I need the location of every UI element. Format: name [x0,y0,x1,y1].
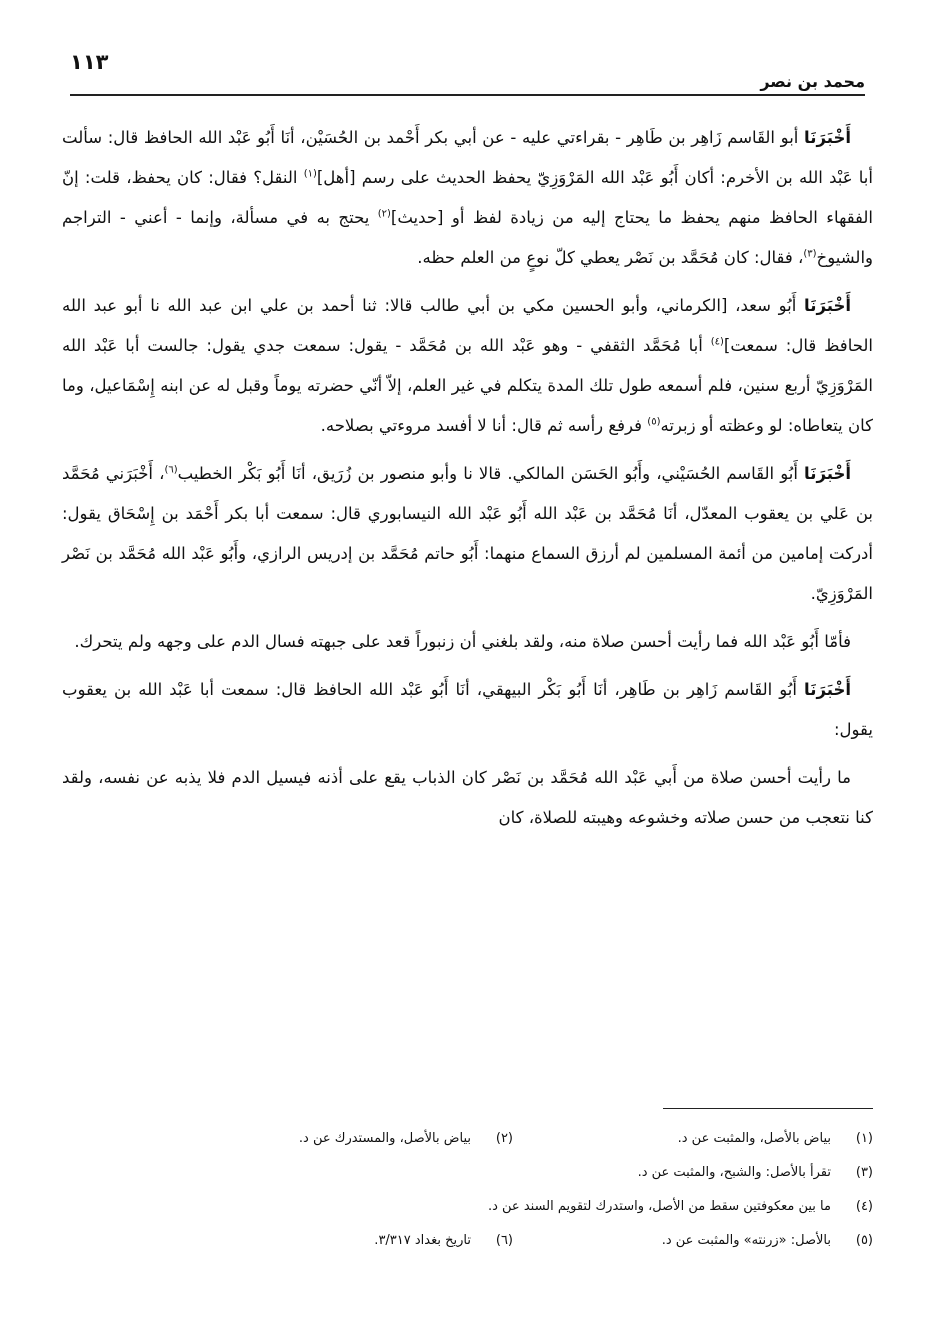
paragraph-text: النقل؟ فقال: كان يحفظ، قلت: إنّ الفقهاء الحافظ منهم يحفظ ما يحتاج إليه من زيادة لفظ أو [حديث] [62,168,873,227]
paragraph-text: ما رأيت أحسن صلاة من أَبي عَبْد الله مُحَمَّد بن نَصْر كان الذباب يقع على أذنه فيسيل الدم فلا يذبه عن نفسه، ولقد كنا نتعجب من حسن صلاته وخشوعه وهيبته للصلاة، كان [62,768,873,827]
footnote [513,1122,873,1156]
footnote-text: بياض بالأصل، والمثبت عن د. [677,1131,831,1146]
footnote-row [62,1156,873,1190]
paragraph-text: أبو القَاسم زَاهِر بن طَاهِر - بقراءتي عليه - عن أبي بكر أَحْمد بن الحُسَيْن، أنَا أَبُو عَبْد الله الحافظ قال: سألت أبا عَبْد الله بن الأخرم: أكان أَبُو عَبْد الله المَرْوَزِيّ يحفظ الحديث على رسم [أهل] [62,128,873,187]
paragraph-text: ، فقال: كان مُحَمَّد بن نَصْر يعطي كلّ نوعٍ من العلم حظه. [417,248,804,267]
footnote [153,1224,513,1258]
footnote-ref: (١) [303,168,317,180]
paragraph-text: أبا مُحَمَّد الثقفي - وهو عَبْد الله بن مُحَمَّد - يقول: سمعت جدي يقول: جالست أبا عَبْد الله المَرْوَزِيّ أربع سنين، فلم أسمعه طول تلك المدة يتكلم في غير العلم، إلاّ أنّي حضرته يوماً وقبل له عن ابنه إِسْمَاعيل، وما كان يتعاطاه: لو وعظته أو زبرته [62,336,873,435]
paragraph-text: أَبُو سعد، [الكرماني، وأبو الحسين مكي بن أبي طالب قالا: ثنا أحمد بن علي ابن عبد الله نا أبو عبد الله الحافظ قال: سمعت] [62,296,873,355]
footnote-text: بالأصل: «زرنته» والمثبت عن د. [661,1233,831,1248]
paragraph-lead-word: أَخْبَرَنَا [804,296,851,315]
paragraph-text: أَبُو القَاسم الحُسَيْني، وأَبُو الحَسَن المالكي. قالا نا وأبو منصور بن زُرَيق، أنَا أَبُو بَكْر الخطيب [177,464,805,483]
page-number: ١١٣ [70,50,109,74]
footnote-number: (٢) [495,1131,513,1146]
footnote-text: تاريخ بغداد ٣/٣١٧. [374,1233,471,1248]
running-title: محمد بن نصر [760,72,865,91]
footnote [513,1224,873,1258]
footnote [488,1190,873,1224]
footnote-number: (٤) [855,1199,873,1214]
footnote-ref: (٢) [377,208,391,220]
footnote-ref: (٦) [164,464,178,476]
paragraph [62,118,873,278]
footnote-text: بياض بالأصل، والمستدرك عن د. [298,1131,471,1146]
page-header [70,50,865,96]
footnote-ref: (٤) [710,336,724,348]
footnote [638,1156,873,1190]
paragraph-text: أَبُو القَاسم زَاهِر بن طَاهِر، أنَا أَبُو بَكْر البيهقي، أنَا أَبُو عَبْد الله الحافظ قال: سمعت أبا عَبْد الله بن يعقوب يقول: [62,680,873,739]
paragraph [62,622,873,662]
footnote-row [62,1122,873,1156]
paragraph [62,670,873,750]
paragraph-lead-word: أَخْبَرَنَا [804,464,851,483]
paragraph-lead-word: أَخْبَرَنَا [804,128,851,147]
paragraph [62,454,873,614]
footnote-text: ما بين معكوفتين سقط من الأصل، واستدرك لتقويم السند عن د. [487,1199,831,1214]
footnote-ref: (٥) [647,416,661,428]
paragraph-text: فرفع رأسه ثم قال: أنا لا أفسد مروءتي بصلاحه. [320,416,648,435]
paragraph-lead-word: أَخْبَرَنَا [804,680,851,699]
footnote-separator [663,1108,873,1109]
footnote-row [62,1190,873,1224]
paragraph-text: ، أَخْبَرَني مُحَمَّد بن عَلي بن يعقوب المعدّل، أنَا مُحَمَّد بن عَبْد الله أَبُو عَبْد الله النيسابوري قال: سمعت أبا بكر أَحْمَد بن إِسْحَاق يقول: أدركت إمامين من أئمة المسلمين لم أرزق السماع منهما: أَبُو حاتم مُحَمَّد بن إدريس الرازي، وأَبُو عَبْد الله مُحَمَّد بن نَصْر المَرْوَزِيّ. [62,464,873,603]
footnote-text: تقرأ بالأصل: والشبح، والمثبت عن د. [637,1165,831,1180]
footnote-number: (٦) [495,1233,513,1248]
paragraph [62,286,873,446]
footnote-ref: (٣) [803,248,817,260]
footnotes [62,1122,873,1258]
body-text [62,118,873,846]
paragraph-text: فأمّا أَبُو عَبْد الله فما رأيت أحسن صلاة منه، ولقد بلغني أن زنبوراً قعد على جبهته فسال الدم على وجهه ولم يتحرك. [74,632,851,651]
footnote-number: (٣) [855,1165,873,1180]
paragraph [62,758,873,838]
footnote [153,1122,513,1156]
paragraph-text: يحتج به في مسألة، وإنما - أعني - التراجم والشيوخ [62,208,873,267]
footnote-number: (١) [855,1131,873,1146]
footnote-row [62,1224,873,1258]
footnote-number: (٥) [855,1233,873,1248]
